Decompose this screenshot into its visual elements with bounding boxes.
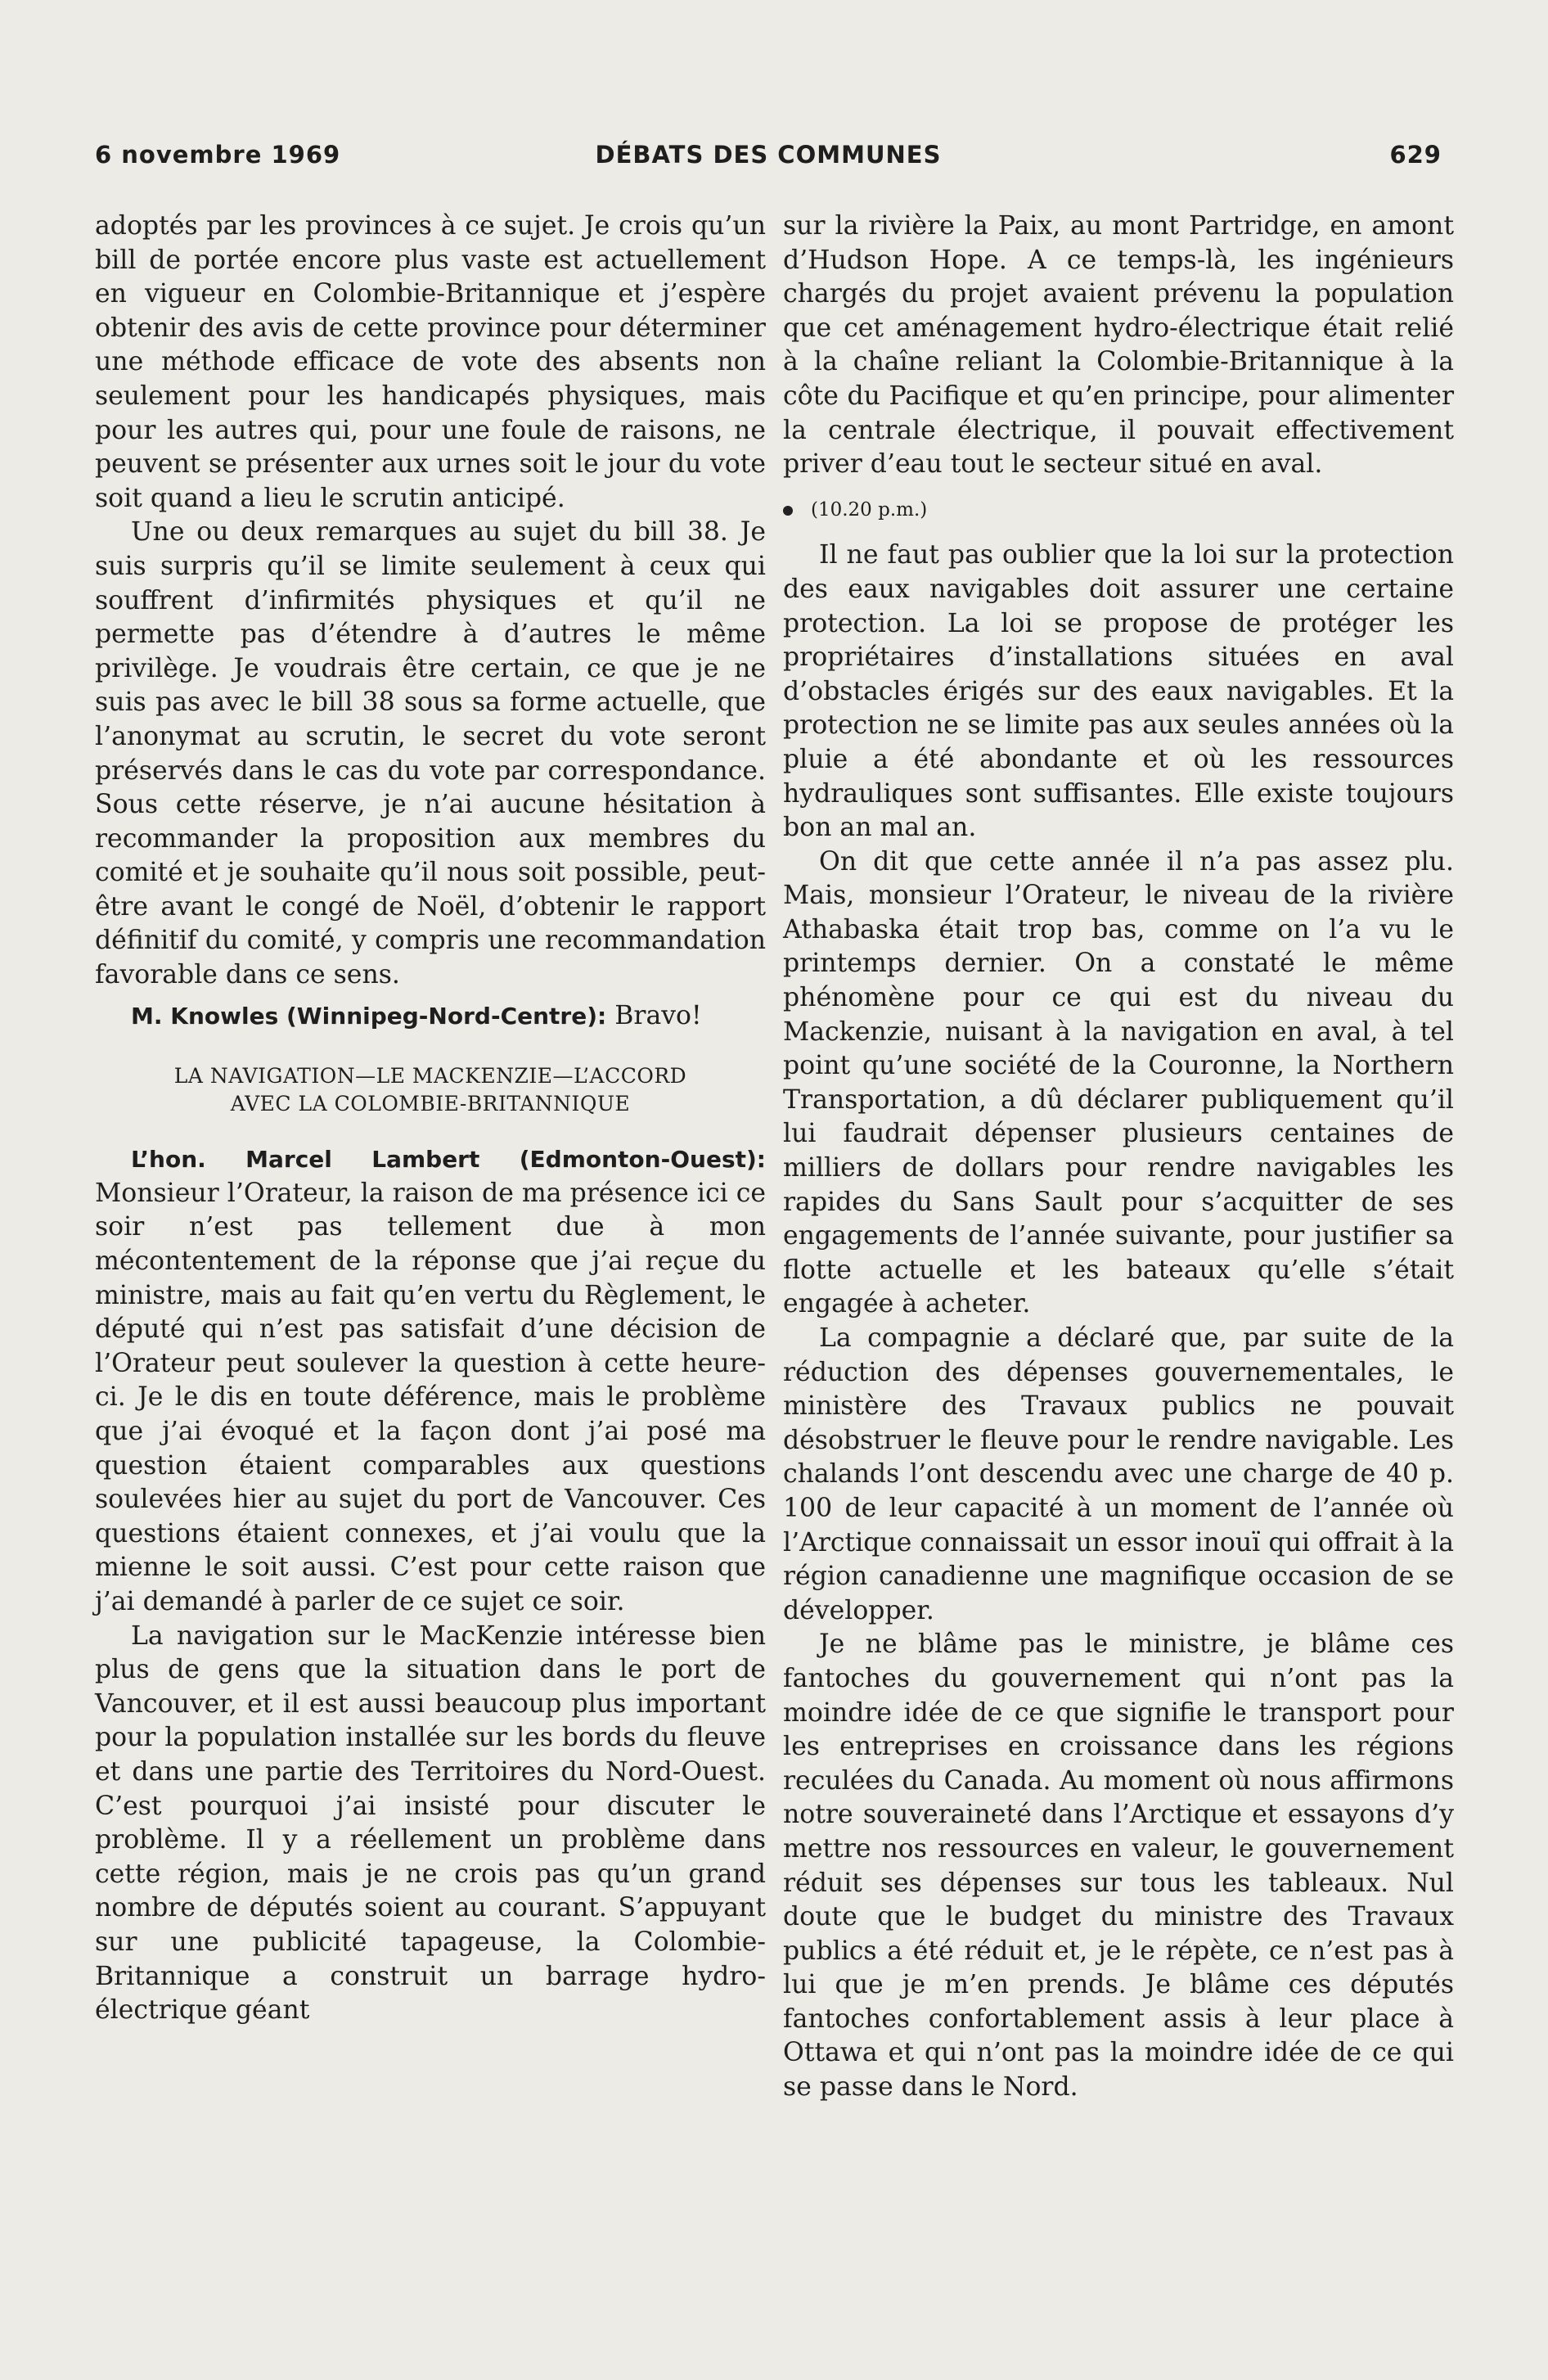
paragraph-navigation: La navigation sur le MacKenzie intéresse bien plus de gens que la situation dans le port de Vancouver, et il est aussi beaucoup plus important pour la population installée sur les bords du fleuve et dans une partie des Territoires du Nord-Ouest. C’est pourquoi j’ai insisté pour discuter le problème. Il y a réellement un problème dans cette région, mais je ne crois pas qu’un grand nombre de députés soient au courant. S’appuyant sur une publicité tapageuse, la Colombie-Britannique a construit un barrage hydro-électrique géant	[95, 1620, 766, 2026]
paragraph-lambert	[95, 1143, 766, 1619]
header-page-number: 629	[1389, 141, 1442, 169]
section-heading-line1: LA NAVIGATION—LE MACKENZIE—L’ACCORD	[173, 1064, 687, 1089]
knowles-remark: Bravo!	[614, 1000, 702, 1030]
header-title: DÉBATS DES COMMUNES	[595, 141, 942, 169]
paragraph-athabaska: On dit que cette année il n’a pas assez plu. Mais, monsieur l’Orateur, le niveau de la rivière Athabaska était trop bas, comme on l’a vu le printemps dernier. On a constaté le même phénomène pour ce qui est du niveau du Mackenzie, nuisant à la navigation en aval, à tel point qu’une société de la Couronne, la Northern Transportation, a dû déclarer publiquement qu’il lui faudrait dépenser plusieurs centaines de milliers de dollars pour rendre navigables les rapides du Sans Sault pour s’acquitter de ses engagements de l’année suivante, pour justifier sa flotte actuelle et les bateaux qu’elle s’était engagée à acheter.	[783, 846, 1454, 1319]
paragraph-company: La compagnie a déclaré que, par suite de la réduction des dépenses gouvernementales, le ministère des Travaux publics ne pouvait désobstruer le fleuve pour le rendre navigable. Les chalands l’ont descendu avec une charge de 40 p. 100 de leur capacité à un moment de l’année où l’Arctique connaissait un essor inouï qui offrait à la région canadienne une magnifique occasion de se développer.	[783, 1323, 1454, 1625]
speaker-knowles: M. Knowles (Winnipeg-Nord-Centre):	[131, 1002, 607, 1030]
paragraph-blame: Je ne blâme pas le ministre, je blâme ces fantoches du gouvernement qui n’ont pas la moindre idée de ce que signifie le transport pour les entreprises en croissance dans les régions reculées du Canada. Au moment où nous affirmons notre souveraineté dans l’Arctique et essayons d’y mettre nos ressources en valeur, le gouvernement réduit ses dépenses sur tous les tableaux. Nul doute que le budget du ministre des Travaux publics a été réduit et, je le répète, ce n’est pas à lui que je m’en prends. Je blâme ces députés fantoches confortablement assis à leur place à Ottawa et qui n’ont pas la moindre idée de ce qui se passe dans le Nord.	[783, 1629, 1454, 2103]
time-marker	[783, 494, 1454, 528]
paragraph-peace-river: sur la rivière la Paix, au mont Partridge, en amont d’Hudson Hope. A ce temps-là, les ingénieurs chargés du projet avaient prévenu la population que cet aménagement hydro-électrique était relié à la chaîne reliant la Colombie-Britannique à la côte du Pacifique et qu’en principe, pour alimenter la centrale électrique, il pouvait effectivement priver d’eau tout le secteur situé en aval.	[783, 211, 1454, 480]
lambert-remark: Monsieur l’Orateur, la raison de ma présence ici ce soir n’est pas tellement due à mon mécontentement de la réponse que j’ai reçue du ministre, mais au fait qu’en vertu du Règlement, le député qui n’est pas satisfait d’une décision de l’Orateur peut soulever la question à cette heure-ci. Je le dis en toute déférence, mais le problème que j’ai évoqué et la façon dont j’ai posé ma question étaient comparables aux questions soulevées hier au sujet du port de Vancouver. Ces questions étaient connexes, et j’ai voulu que la mienne le soit aussi. C’est pour cette raison que j’ai demandé à parler de ce sujet ce soir.	[95, 1178, 766, 1616]
section-heading-line2: AVEC LA COLOMBIE-BRITANNIQUE	[230, 1092, 631, 1116]
paragraph-bill-provinces: adoptés par les provinces à ce sujet. Je crois qu’un bill de portée encore plus vaste est actuellement en vigueur en Colombie-Britannique et j’espère obtenir des avis de cette province pour déterminer une méthode efficace de vote des absents non seulement pour les handicapés physiques, mais pour les autres qui, pour une foule de raisons, ne peuvent se présenter aux urnes soit le jour du vote soit quand a lieu le scrutin anticipé.	[95, 211, 766, 513]
bullet-icon	[783, 506, 793, 516]
time-marker-text: (10.20 p.m.)	[811, 498, 928, 521]
header-date: 6 novembre 1969	[95, 141, 341, 169]
right-column	[783, 210, 1454, 2105]
section-heading	[95, 1062, 766, 1118]
paragraph-navigable-waters: Il ne faut pas oublier que la loi sur la protection des eaux navigables doit assurer une certaine protection. La loi se propose de protéger les propriétaires d’installations situées en aval d’obstacles érigés sur des eaux navigables. Et la protection ne se limite pas aux seules années où la pluie a été abondante et où les ressources hydrauliques sont suffisantes. Elle existe toujours bon an mal an.	[783, 540, 1454, 843]
speaker-lambert: L’hon. Marcel Lambert (Edmonton-Ouest):	[131, 1146, 766, 1174]
left-column	[95, 210, 766, 2028]
paragraph-knowles	[95, 999, 766, 1034]
page-header	[95, 141, 1442, 182]
paragraph-bill-38: Une ou deux remarques au sujet du bill 38. Je suis surpris qu’il se limite seulement à ceux qui souffrent d’infirmités physiques et qu’il ne permette pas d’étendre à d’autres le même privilège. Je voudrais être certain, ce que je ne suis pas avec le bill 38 sous sa forme actuelle, que l’anonymat au scrutin, le secret du vote seront préservés dans le cas du vote par correspondance. Sous cette réserve, je n’ai aucune hésitation à recommander la proposition aux membres du comité et je souhaite qu’il nous soit possible, peut-être avant le congé de Noël, d’obtenir le rapport définitif du comité, y compris une recommandation favorable dans ce sens.	[95, 517, 766, 990]
